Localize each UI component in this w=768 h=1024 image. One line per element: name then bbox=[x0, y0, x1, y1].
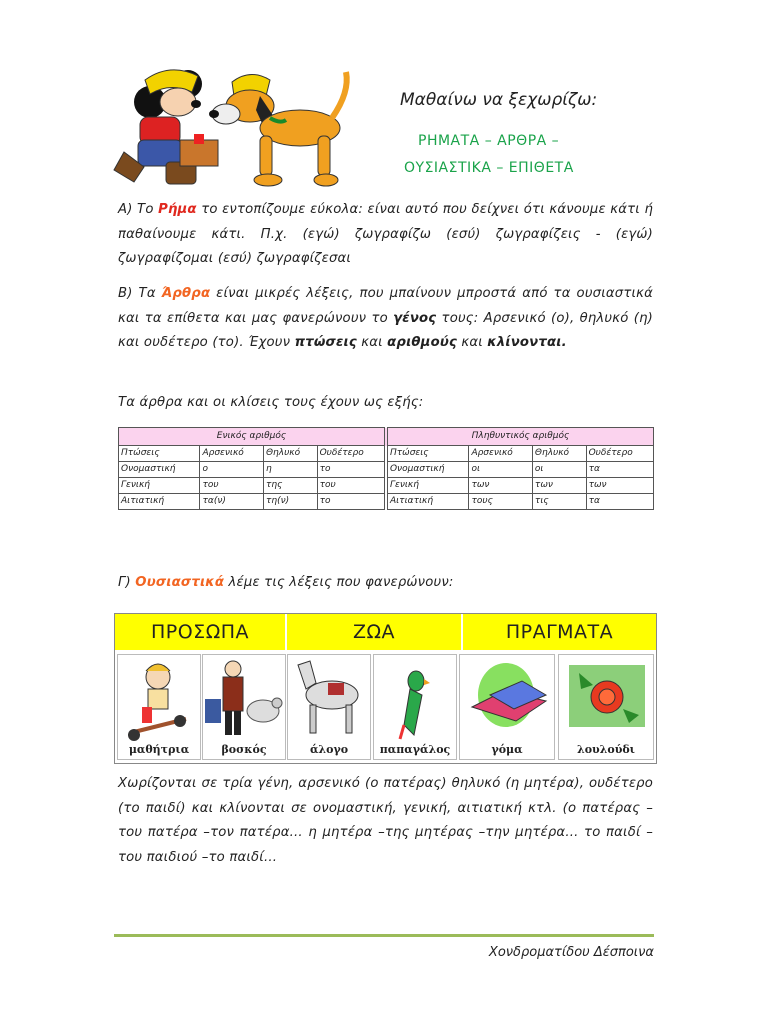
table-row bbox=[119, 462, 654, 478]
noun-label: παπαγάλος bbox=[379, 743, 451, 756]
noun-label: άλογο bbox=[309, 743, 349, 756]
noun-card-eraser bbox=[459, 654, 555, 760]
section-g-text: λέμε τις λέξεις που φανερώνουν: bbox=[224, 575, 454, 590]
term-klinontai: κλίνονται. bbox=[487, 335, 567, 350]
articles-intro: Τα άρθρα και οι κλίσεις τους έχουν ως εξής: bbox=[118, 395, 424, 410]
table-column-row bbox=[119, 446, 654, 462]
col-fem-sg: Θηλυκό bbox=[263, 446, 317, 462]
article-cell: των bbox=[469, 478, 532, 494]
category-persons: ΠΡΟΣΩΠΑ bbox=[115, 614, 287, 650]
closing-paragraph: Χωρίζονται σε τρία γένη, αρσενικό (ο πατέρας) θηλυκό (η μητέρα), ουδέτερο (το παιδί) και κλίνονται σε ονομαστική, γενική, αιτιατική κτλ. (ο πατέρας – του πατέρα –τον πατέρα... η μητέρα –της μητέρας –την μητέρα... το παιδί –του παιδιού –το παιδί... bbox=[118, 776, 653, 865]
category-things: ΠΡΑΓΜΑΤΑ bbox=[463, 614, 656, 650]
student-icon bbox=[118, 655, 202, 745]
case-cell: Γενική bbox=[387, 478, 468, 494]
parrot-icon bbox=[374, 655, 458, 745]
section-a-prefix: Α) Το bbox=[118, 202, 159, 217]
horse-icon bbox=[288, 655, 372, 745]
noun-label: γόμα bbox=[491, 743, 523, 756]
col-neut-sg: Ουδέτερο bbox=[317, 446, 384, 462]
table-row bbox=[119, 494, 654, 510]
case-cell: Αιτιατική bbox=[119, 494, 200, 510]
article-cell: η bbox=[263, 462, 317, 478]
case-cell: Ονομαστική bbox=[387, 462, 468, 478]
article-cell: το bbox=[317, 494, 384, 510]
article-cell: τις bbox=[532, 494, 586, 510]
section-a-text: το εντοπίζουμε εύκολα: είναι αυτό που δείχνει ότι κάνουμε κάτι ή παθαίνουμε κάτι. Π.χ. (εγώ) ζωγραφίζω (εσύ) ζωγραφίζεις - (εγώ) ζωγραφίζομαι (εσύ) ζωγραφίζεσαι bbox=[118, 202, 654, 266]
shepherd-icon bbox=[203, 655, 287, 745]
noun-card-student bbox=[117, 654, 201, 760]
col-case-pl: Πτώσεις bbox=[387, 446, 468, 462]
article-cell: τα bbox=[586, 462, 653, 478]
article-cell: των bbox=[586, 478, 653, 494]
article-cell: οι bbox=[469, 462, 532, 478]
col-case-sg: Πτώσεις bbox=[119, 446, 200, 462]
section-b-articles bbox=[118, 282, 653, 356]
col-neut-pl: Ουδέτερο bbox=[586, 446, 653, 462]
article-cell: των bbox=[532, 478, 586, 494]
article-cell: το bbox=[317, 462, 384, 478]
nouns-panel bbox=[114, 613, 657, 764]
cartoon-illustration bbox=[110, 62, 355, 192]
article-cell: της bbox=[263, 478, 317, 494]
table-header-row bbox=[119, 428, 654, 446]
noun-card-shepherd bbox=[202, 654, 286, 760]
category-animals: ΖΩΑ bbox=[287, 614, 463, 650]
term-arithmous: αριθμούς bbox=[387, 335, 457, 350]
singular-header: Ενικός αριθμός bbox=[119, 428, 385, 446]
col-fem-pl: Θηλυκό bbox=[532, 446, 586, 462]
section-g-prefix: Γ) bbox=[118, 575, 136, 590]
subtitle-line-2: ΟΥΣΙΑΣΤΙΚΑ – ΕΠΙΘΕΤΑ bbox=[404, 160, 574, 176]
footer-rule bbox=[114, 934, 654, 937]
term-ptoseis: πτώσεις bbox=[294, 335, 357, 350]
section-g-nouns bbox=[118, 571, 653, 596]
article-cell: του bbox=[317, 478, 384, 494]
noun-card-parrot bbox=[373, 654, 457, 760]
noun-label: λουλούδι bbox=[576, 743, 636, 756]
section-b-text-4: και bbox=[456, 335, 488, 350]
noun-label: μαθήτρια bbox=[128, 743, 190, 756]
table-row bbox=[119, 478, 654, 494]
section-b-text-1: είναι μικρές λέξεις, που μπαίνουν μπροστά από τα ουσιαστικά και τα επίθετα και μας φανερώνουν το bbox=[118, 286, 653, 326]
subtitle-line-1: ΡΗΜΑΤΑ – ΑΡΘΡΑ – bbox=[418, 133, 560, 149]
noun-card-horse bbox=[287, 654, 371, 760]
noun-label: βοσκός bbox=[221, 743, 267, 756]
term-genos: γένος bbox=[393, 310, 437, 326]
section-b-prefix: Β) Τα bbox=[118, 286, 162, 301]
article-cell: τους bbox=[469, 494, 532, 510]
articles-table bbox=[118, 427, 654, 510]
eraser-icon bbox=[460, 655, 556, 745]
worksheet-title: Μαθαίνω να ξεχωρίζω: bbox=[400, 90, 598, 110]
section-a-verbs bbox=[118, 198, 653, 272]
term-articles: Άρθρα bbox=[161, 286, 211, 301]
term-verb: Ρήμα bbox=[158, 202, 197, 217]
section-b-text-3: και bbox=[356, 335, 388, 350]
flower-icon bbox=[559, 655, 655, 745]
article-cell: τα(ν) bbox=[200, 494, 263, 510]
term-nouns: Ουσιαστικά bbox=[135, 575, 225, 590]
plural-header: Πληθυντικός αριθμός bbox=[387, 428, 653, 446]
article-cell: τα bbox=[586, 494, 653, 510]
case-cell: Αιτιατική bbox=[387, 494, 468, 510]
article-cell: του bbox=[200, 478, 263, 494]
article-cell: τη(ν) bbox=[263, 494, 317, 510]
case-cell: Ονομαστική bbox=[119, 462, 200, 478]
col-masc-sg: Αρσενικό bbox=[200, 446, 263, 462]
noun-card-flower bbox=[558, 654, 654, 760]
case-cell: Γενική bbox=[119, 478, 200, 494]
footer-author: Χονδροματίδου Δέσποινα bbox=[488, 945, 654, 960]
col-masc-pl: Αρσενικό bbox=[469, 446, 532, 462]
article-cell: οι bbox=[532, 462, 586, 478]
section-b-text-2: τους: Αρσενικό (ο), θηλυκό (η) και ουδέτερο (το). Έχουν bbox=[118, 310, 653, 350]
article-cell: ο bbox=[200, 462, 263, 478]
